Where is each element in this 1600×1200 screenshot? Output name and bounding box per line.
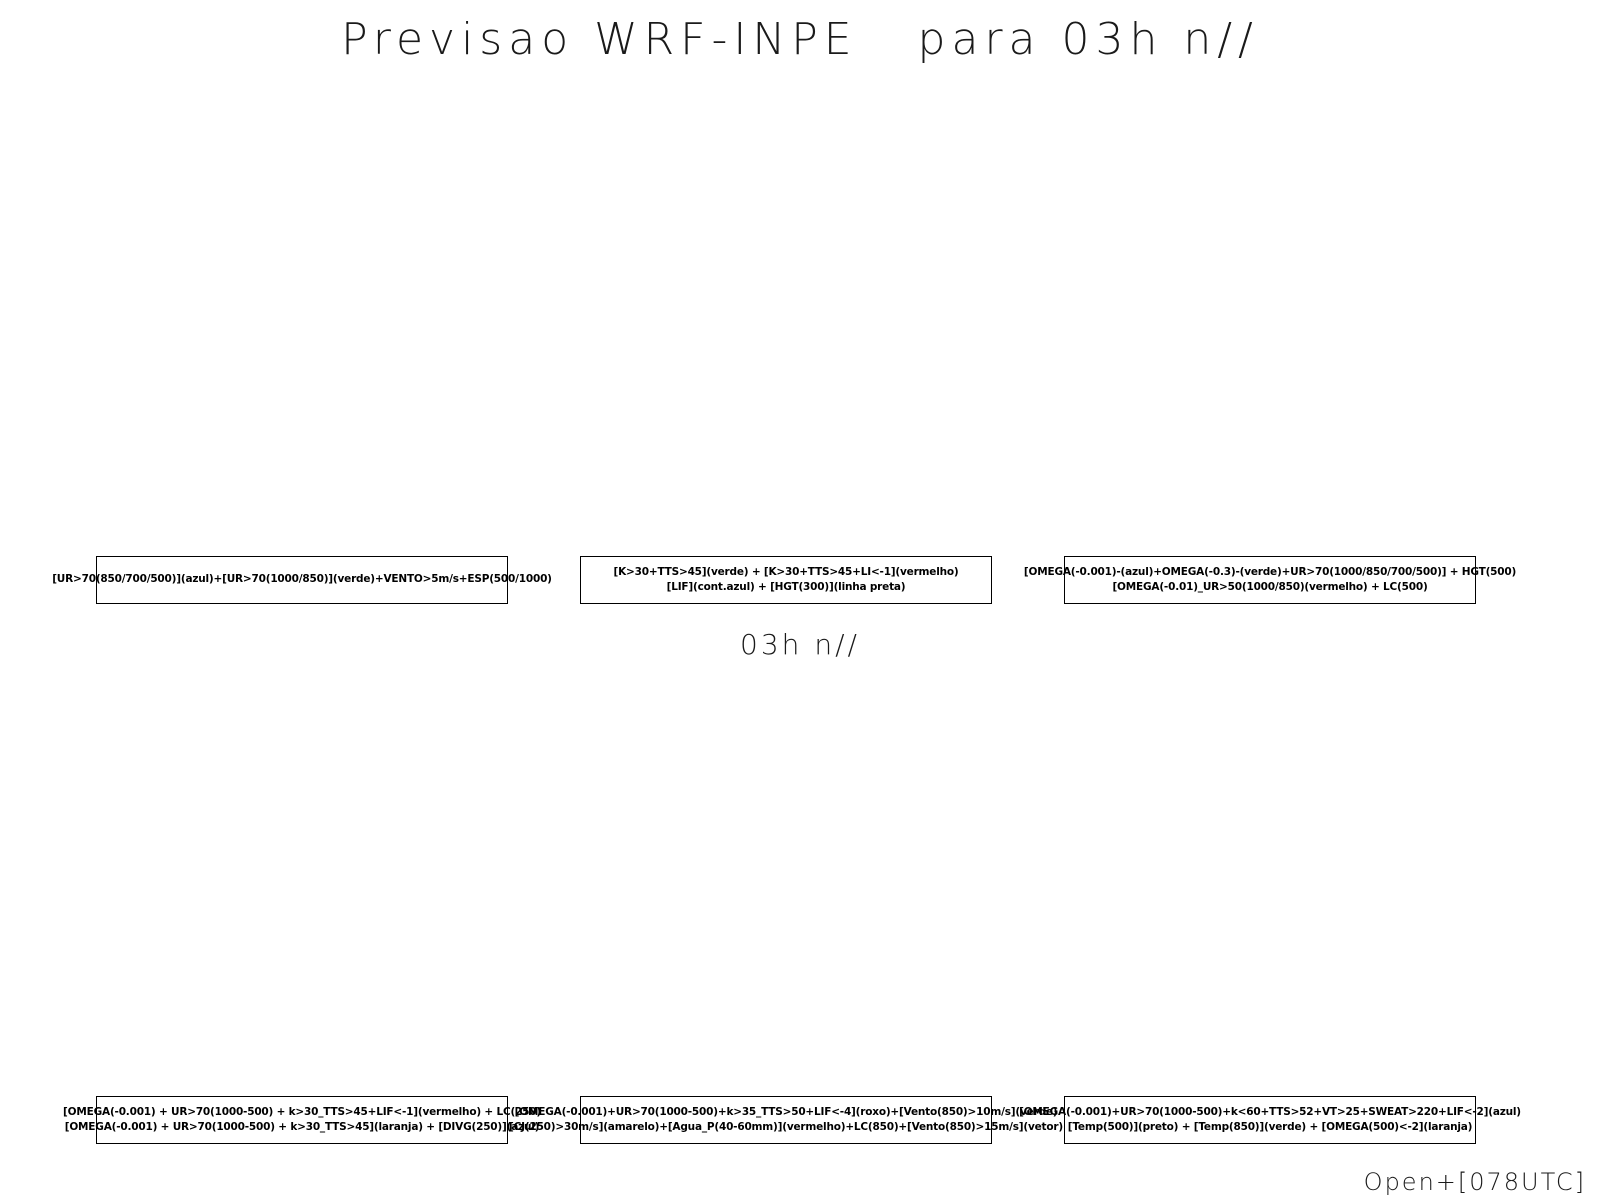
legend-line: [Temp(500)](preto) + [Temp(850)](verde) + [OMEGA(500)<-2](laranja): [1067, 1121, 1473, 1133]
legend-line: [OMEGA(-0.001) + UR>70(1000-500) + k>30_TTS>45+LIF<-1](vermelho) + LC(250): [63, 1105, 541, 1118]
map-panel-bottom-right: [1064, 640, 1476, 1088]
legend-line: [K>30+TTS>45](verde) + [K>30+TTS>45+LI<-1](vermelho): [613, 565, 959, 578]
footer-open-label: Open+[078UTC]: [1363, 1168, 1586, 1196]
page-title: Previsao WRF-INPE para 03h n//: [341, 14, 1259, 65]
legend-box-top-right: [1023, 556, 1517, 604]
legend-line: [OMEGA(-0.01)_UR>50(1000/850)(vermelho) + LC(500): [1112, 581, 1428, 593]
legend-line: [OMEGA(-0.001)+UR>70(1000-500)+k<60+TTS>52+VT>25+SWEAT>220+LIF<-2](azul): [1019, 1105, 1521, 1118]
map-panel-top-left: [96, 96, 508, 548]
map-panel-bottom-left: [96, 640, 508, 1088]
legend-line: [OMEGA(-0.001) + UR>70(1000-500) + k>30_TTS>45](laranja) + [DIVG(250)](azul): [64, 1121, 540, 1133]
map-panel-top-right: [1064, 96, 1476, 548]
map-panel-top-center: [580, 96, 992, 548]
legend-box-bottom-center: [509, 1096, 1063, 1144]
legend-box-bottom-right: [1019, 1096, 1521, 1144]
legend-line: [CJ(250)>30m/s](amarelo)+[Agua_P(40-60mm)](vermelho)+LC(850)+[Vento(850)>15m/s](vetor): [509, 1121, 1063, 1133]
legend-line: [OMEGA(-0.001)+UR>70(1000-500)+k>35_TTS>50+LIF<-4](roxo)+[Vento(850)>10m/s](verde): [514, 1105, 1058, 1118]
center-time-label: 03h n//: [740, 628, 860, 661]
map-panel-bottom-center: [580, 690, 992, 1088]
legend-line: [LIF](cont.azul) + [HGT(300)](linha preta): [666, 581, 906, 593]
legend-line: [UR>70(850/700/500)](azul)+[UR>70(1000/850)](verde)+VENTO>5m/s+ESP(500/1000): [52, 573, 552, 586]
legend-box-top-left: [52, 556, 552, 604]
legend-box-bottom-left: [63, 1096, 541, 1144]
legend-box-top-center: [580, 556, 992, 604]
legend-line: [OMEGA(-0.001)-(azul)+OMEGA(-0.3)-(verde)+UR>70(1000/850/700/500)] + HGT(500): [1023, 565, 1517, 578]
